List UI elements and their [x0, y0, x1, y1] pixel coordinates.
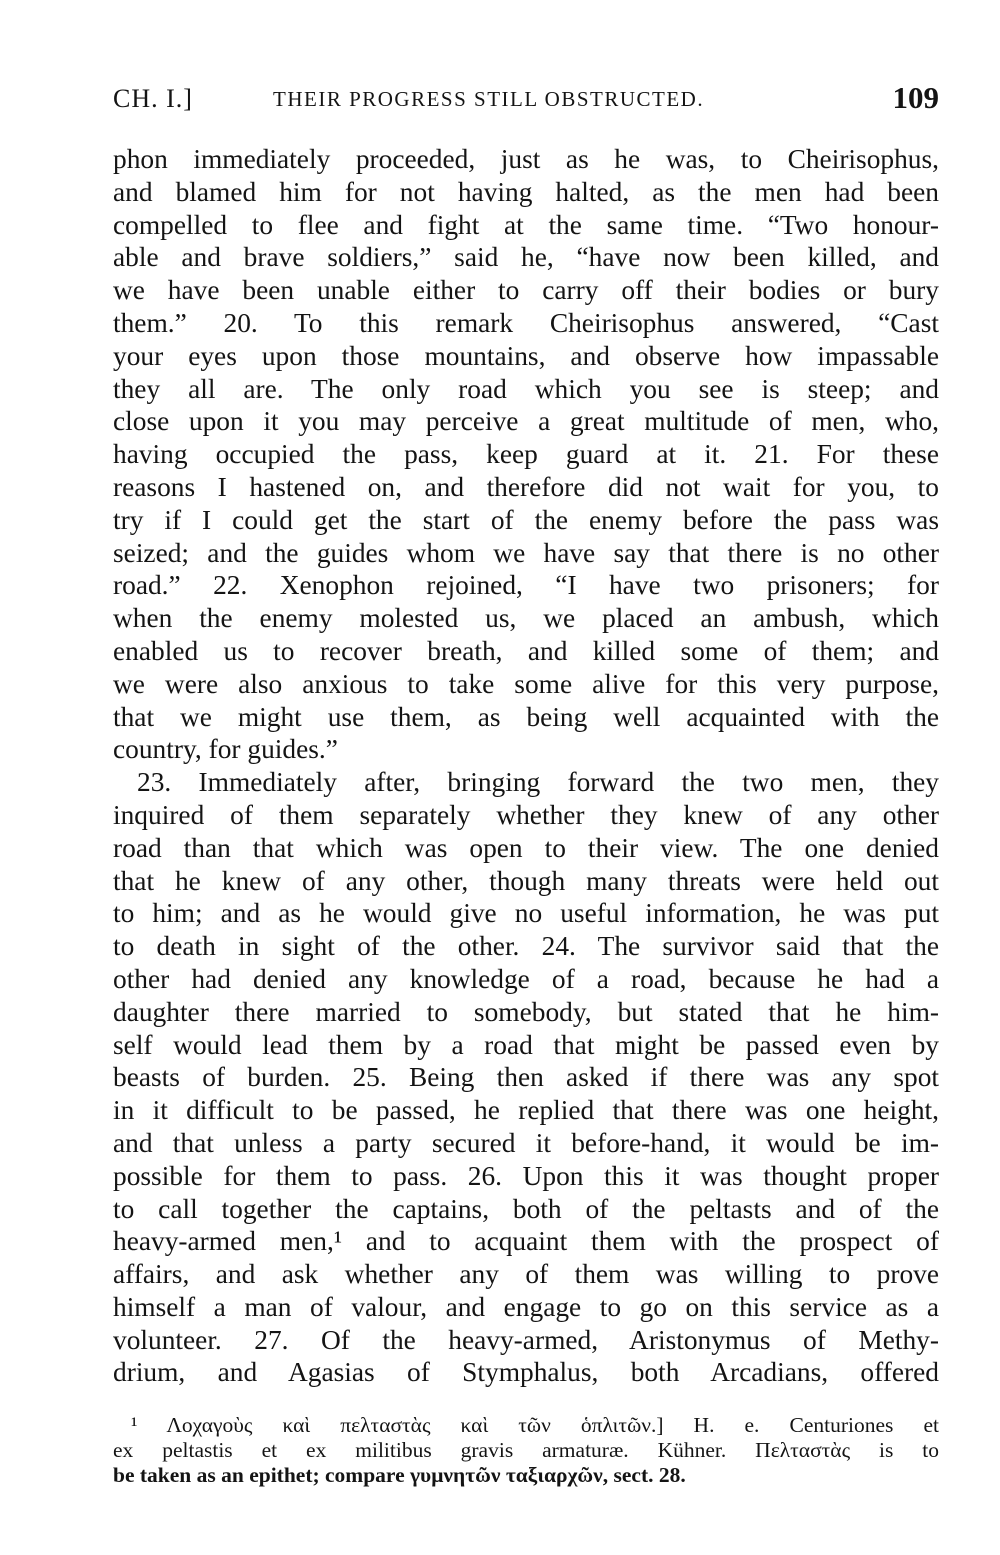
text-line: to death in sight of the other. 24. The survivor said that the [113, 931, 939, 962]
text-line: having occupied the pass, keep guard at it. 21. For these [113, 439, 939, 470]
text-line: to call together the captains, both of the peltasts and of the [113, 1193, 939, 1224]
text-line: heavy-armed men,¹ and to acquaint them with the prospect of [113, 1226, 939, 1257]
text-line: they all are. The only road which you see is steep; and [113, 373, 939, 404]
text-line: and blamed him for not having halted, as the men had been [113, 176, 939, 207]
body-text [113, 143, 939, 1389]
text-line: compelled to flee and fight at the same time. “Two honour- [113, 209, 939, 240]
text-line: phon immediately proceeded, just as he was, to Cheirisophus, [113, 144, 939, 174]
text-line: road.” 22. Xenophon rejoined, “I have two prisoners; for [113, 570, 939, 601]
text-line: inquired of them separately whether they knew of any other [113, 799, 939, 830]
text-line: to him; and as he would give no useful information, he was put [113, 898, 939, 929]
chapter-label: CH. I.] [113, 84, 193, 113]
text-line: himself a man of valour, and engage to go on this service as a [113, 1291, 939, 1322]
text-line: we were also anxious to take some alive for this very purpose, [113, 668, 939, 699]
paragraph-end-line: country, for guides.” [113, 734, 338, 765]
text-line: and that unless a party secured it before-hand, it would be im- [113, 1127, 939, 1158]
text-line: enabled us to recover breath, and killed some of them; and [113, 635, 939, 666]
running-title: THEIR PROGRESS STILL OBSTRUCTED. [273, 87, 705, 111]
footnotes [113, 1413, 939, 1488]
text-line: in it difficult to be passed, he replied that there was one height, [113, 1095, 939, 1126]
text-line: beasts of burden. 25. Being then asked if there was any spot [113, 1062, 939, 1093]
text-line: volunteer. 27. Of the heavy-armed, Aristonymus of Methy- [113, 1324, 939, 1355]
footnote-line: be taken as an epithet; compare γυμνητῶν ταξιαρχῶν, sect. 28. [113, 1463, 686, 1487]
text-line: try if I could get the start of the enemy before the pass was [113, 504, 939, 535]
text-line: affairs, and ask whether any of them was willing to prove [113, 1259, 939, 1290]
text-line: close upon it you may perceive a great multitude of men, who, [113, 406, 939, 437]
text-line: seized; and the guides whom we have say that there is no other [113, 537, 939, 568]
text-line: daughter there married to somebody, but stated that he him- [113, 996, 939, 1027]
text-line: road than that which was open to their view. The one denied [113, 832, 939, 863]
text-line: reasons I hastened on, and therefore did not wait for you, to [113, 471, 939, 502]
footnote-line: ex peltastis et ex militibus gravis armaturæ. Kühner. Πελταστὰς is to [113, 1438, 939, 1462]
paragraph-start-line: 23. Immediately after, bringing forward the two men, they [137, 767, 939, 798]
text-line: possible for them to pass. 26. Upon this it was thought proper [113, 1160, 939, 1191]
text-line: drium, and Agasias of Stymphalus, both Arcadians, offered [113, 1357, 939, 1388]
text-line: other had denied any knowledge of a road, because he had a [113, 963, 939, 994]
page-number: 109 [892, 80, 939, 115]
text-line: when the enemy molested us, we placed an ambush, which [113, 603, 939, 634]
text-line: self would lead them by a road that might be passed even by [113, 1029, 939, 1060]
text-line: we have been unable either to carry off their bodies or bury [113, 275, 939, 306]
text-line: your eyes upon those mountains, and observe how impassable [113, 340, 939, 371]
text-line: able and brave soldiers,” said he, “have now been killed, and [113, 242, 939, 273]
text-line: that we might use them, as being well acquainted with the [113, 701, 939, 732]
text-line: that he knew of any other, though many threats were held out [113, 865, 939, 896]
footnote-line: ¹ Λοχαγοὺς καὶ πελταστὰς καὶ τῶν ὁπλιτῶν.] H. e. Centuriones et [131, 1413, 939, 1437]
text-line: them.” 20. To this remark Cheirisophus answered, “Cast [113, 307, 939, 338]
running-head [113, 80, 939, 120]
